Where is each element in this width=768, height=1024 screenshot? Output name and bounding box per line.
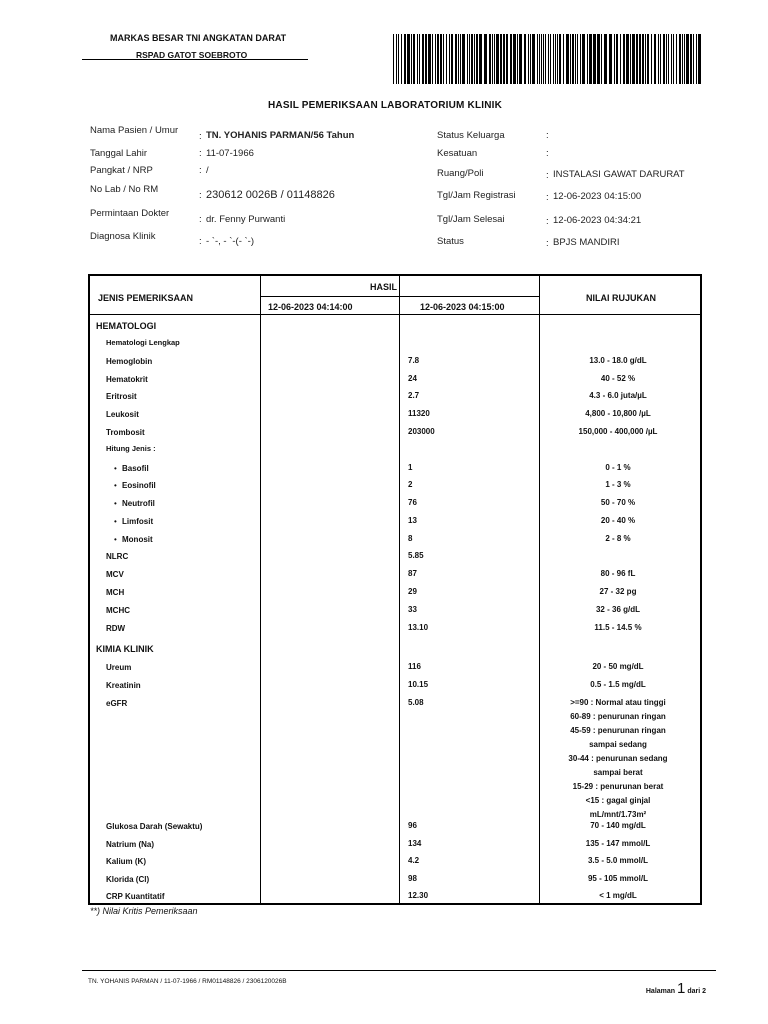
- barcode-bar: [660, 34, 661, 84]
- barcode-bar: [623, 34, 625, 84]
- test-name: Klorida (Cl): [106, 875, 150, 884]
- reference-range: 27 - 32 pg: [599, 587, 637, 596]
- barcode: [393, 34, 703, 84]
- barcode-bar: [404, 34, 406, 84]
- patient-label: Tgl/Jam Registrasi: [437, 190, 516, 201]
- colon: :: [199, 236, 202, 247]
- test-value: 24: [408, 374, 417, 383]
- barcode-bar: [492, 34, 493, 84]
- patient-label: Nama Pasien / Umur: [90, 125, 179, 136]
- barcode-bar: [437, 34, 439, 84]
- org-name: MARKAS BESAR TNI ANGKATAN DARAT: [110, 33, 287, 43]
- barcode-bar: [396, 34, 397, 84]
- test-name: Limfosit: [122, 517, 154, 526]
- barcode-bar: [503, 34, 505, 84]
- barcode-bar: [519, 34, 522, 84]
- barcode-bar: [471, 34, 473, 84]
- barcode-bar: [636, 34, 638, 84]
- test-value: 203000: [408, 427, 435, 436]
- test-name: eGFR: [106, 699, 128, 708]
- reference-range: 2 - 8 %: [605, 534, 631, 543]
- barcode-bar: [696, 34, 697, 84]
- test-name: MCH: [106, 588, 125, 597]
- reference-line: mL/mnt/1.73m²: [589, 810, 647, 819]
- barcode-bar: [435, 34, 436, 84]
- section-title: KIMIA KLINIK: [96, 644, 154, 654]
- footer-divider: [82, 970, 716, 971]
- reference-line: 15-29 : penurunan berat: [572, 782, 664, 791]
- test-name: Kalium (K): [106, 857, 146, 866]
- barcode-bar: [642, 34, 644, 84]
- patient-label: Diagnosa Klinik: [90, 231, 156, 242]
- test-value: 11320: [408, 409, 430, 418]
- col-hasil-header: HASIL: [370, 282, 397, 292]
- page-prefix: Halaman: [645, 988, 676, 995]
- barcode-bar: [528, 34, 529, 84]
- barcode-bar: [658, 34, 659, 84]
- test-value: 10.15: [408, 680, 429, 689]
- page-suffix: dari 2: [687, 988, 706, 995]
- reference-range: 40 - 52 %: [600, 374, 636, 383]
- barcode-bar: [510, 34, 512, 84]
- barcode-bar: [476, 34, 478, 84]
- reference-line: 30-44 : penurunan sedang: [568, 754, 668, 763]
- patient-label: Ruang/Poli: [437, 168, 484, 179]
- patient-value: 230612 0026B / 01148826: [206, 189, 335, 201]
- reference-line: <15 : gagal ginjal: [585, 796, 651, 805]
- barcode-bar: [469, 34, 470, 84]
- reference-range: 95 - 105 mmol/L: [587, 874, 649, 883]
- barcode-bar: [577, 34, 578, 84]
- test-name: CRP Kuantitatif: [106, 892, 165, 901]
- barcode-bar: [422, 34, 424, 84]
- barcode-bar: [671, 34, 672, 84]
- barcode-bar: [698, 34, 701, 84]
- barcode-bar: [496, 34, 499, 84]
- reference-line: sampai berat: [593, 768, 643, 777]
- reference-range: 13.0 - 18.0 g/dL: [589, 356, 647, 365]
- header-underline: [82, 59, 308, 60]
- test-value: 1: [408, 463, 413, 472]
- barcode-bar: [548, 34, 549, 84]
- barcode-bar: [440, 34, 442, 84]
- test-value: 13: [408, 516, 417, 525]
- colon: :: [199, 165, 202, 176]
- reference-range: < 1 mg/dL: [599, 891, 637, 900]
- barcode-bar: [570, 34, 571, 84]
- test-value: 134: [408, 839, 422, 848]
- colon: :: [546, 192, 549, 203]
- test-name: Hemoglobin: [106, 357, 153, 366]
- barcode-bar: [666, 34, 667, 84]
- test-value: 96: [408, 821, 417, 830]
- col-date1-header: 12-06-2023 04:14:00: [268, 302, 353, 312]
- test-name: Ureum: [106, 663, 132, 672]
- barcode-bar: [645, 34, 646, 84]
- patient-value: 12-06-2023 04:34:21: [553, 215, 642, 226]
- colon: :: [546, 148, 549, 159]
- barcode-bar: [417, 34, 418, 84]
- footer-patient-line: TN. YOHANIS PARMAN / 11-07-1966 / RM01148826 / 2306120026B: [88, 978, 287, 985]
- barcode-bar: [614, 34, 615, 84]
- test-value: 13.10: [408, 623, 429, 632]
- barcode-bar: [575, 34, 576, 84]
- barcode-bar: [651, 34, 652, 84]
- patient-label: Pangkat / NRP: [90, 165, 153, 176]
- barcode-bar: [432, 34, 433, 84]
- barcode-bar: [679, 34, 681, 84]
- test-value: 2: [408, 480, 413, 489]
- col-divider: [260, 276, 261, 903]
- patient-value: TN. YOHANIS PARMAN/56 Tahun: [206, 130, 355, 141]
- document-title: HASIL PEMERIKSAAN LABORATORIUM KLINIK: [268, 100, 503, 111]
- page-number: [646, 980, 706, 997]
- test-value: 33: [408, 605, 417, 614]
- barcode-bar: [506, 34, 508, 84]
- barcode-bar: [604, 34, 607, 84]
- patient-value: BPJS MANDIRI: [553, 237, 620, 248]
- test-value: 12.30: [408, 891, 429, 900]
- patient-value: INSTALASI GAWAT DARURAT: [553, 169, 685, 180]
- barcode-bar: [401, 34, 402, 84]
- barcode-bar: [620, 34, 621, 84]
- reference-range: 0.5 - 1.5 mg/dL: [590, 680, 646, 689]
- reference-line: 60-89 : penurunan ringan: [570, 712, 666, 721]
- reference-range: 135 - 147 mmol/L: [585, 839, 651, 848]
- bullet-icon: •: [114, 517, 117, 526]
- test-name: Hematokrit: [106, 375, 148, 384]
- patient-value: - `-, - `-(- `-): [206, 236, 254, 247]
- test-name: Eosinofil: [122, 481, 156, 490]
- reference-range: 20 - 40 %: [600, 516, 636, 525]
- hospital-name: RSPAD GATOT SOEBROTO: [136, 50, 248, 60]
- barcode-bar: [413, 34, 415, 84]
- barcode-bar: [545, 34, 546, 84]
- test-value: 76: [408, 498, 417, 507]
- reference-range: 11.5 - 14.5 %: [594, 623, 642, 632]
- patient-label: Tgl/Jam Selesai: [437, 214, 505, 225]
- barcode-bar: [494, 34, 495, 84]
- barcode-bar: [601, 34, 602, 84]
- barcode-bar: [474, 34, 475, 84]
- barcode-bar: [582, 34, 585, 84]
- barcode-bar: [563, 34, 564, 84]
- barcode-bar: [557, 34, 558, 84]
- bullet-icon: •: [114, 464, 117, 473]
- barcode-bar: [654, 34, 656, 84]
- subsection-title: Hematologi Lengkap: [106, 338, 180, 347]
- header-divider: [260, 296, 539, 297]
- colon: :: [546, 216, 549, 227]
- barcode-bar: [553, 34, 554, 84]
- test-value: 87: [408, 569, 417, 578]
- barcode-bar: [500, 34, 502, 84]
- barcode-bar: [398, 34, 399, 84]
- test-value: 2.7: [408, 391, 420, 400]
- test-value: 5.08: [408, 698, 424, 707]
- test-name: Glukosa Darah (Sewaktu): [106, 822, 203, 831]
- colon: :: [546, 170, 549, 181]
- barcode-bar: [647, 34, 649, 84]
- test-value: 5.85: [408, 551, 424, 560]
- barcode-bar: [593, 34, 596, 84]
- barcode-bar: [428, 34, 431, 84]
- reference-range: 20 - 50 mg/dL: [592, 662, 644, 671]
- col-divider: [399, 276, 400, 903]
- barcode-bar: [626, 34, 629, 84]
- test-value: 98: [408, 874, 417, 883]
- barcode-bar: [443, 34, 444, 84]
- barcode-bar: [559, 34, 561, 84]
- bullet-icon: •: [114, 481, 117, 490]
- barcode-bar: [663, 34, 665, 84]
- barcode-bar: [580, 34, 581, 84]
- section-title: HEMATOLOGI: [96, 321, 157, 331]
- test-name: Neutrofil: [122, 499, 155, 508]
- reference-line: sampai sedang: [589, 740, 647, 749]
- barcode-bar: [555, 34, 556, 84]
- test-value: 116: [408, 662, 421, 671]
- barcode-bar: [682, 34, 683, 84]
- patient-label: Status: [437, 236, 464, 247]
- barcode-bar: [479, 34, 482, 84]
- patient-value: 12-06-2023 04:15:00: [553, 191, 642, 202]
- test-value: 8: [408, 534, 413, 543]
- barcode-bar: [411, 34, 412, 84]
- patient-value: dr. Fenny Purwanti: [206, 214, 286, 225]
- barcode-bar: [517, 34, 518, 84]
- header-divider: [90, 314, 700, 315]
- barcode-bar: [609, 34, 612, 84]
- barcode-bar: [572, 34, 574, 84]
- barcode-bar: [589, 34, 592, 84]
- patient-label: Status Keluarga: [437, 130, 505, 141]
- colon: :: [546, 238, 549, 249]
- colon: :: [199, 131, 202, 142]
- patient-value: 11-07-1966: [206, 148, 254, 159]
- barcode-bar: [597, 34, 600, 84]
- reference-line: 45-59 : penurunan ringan: [570, 726, 666, 735]
- barcode-bar: [419, 34, 420, 84]
- patient-value: /: [206, 165, 209, 176]
- barcode-bar: [467, 34, 468, 84]
- barcode-bar: [632, 34, 635, 84]
- reference-range: 3.5 - 5.0 mmol/L: [587, 856, 649, 865]
- barcode-bar: [532, 34, 535, 84]
- barcode-bar: [446, 34, 447, 84]
- col-test-header: JENIS PEMERIKSAAN: [98, 293, 194, 303]
- results-table: [88, 274, 702, 905]
- patient-label: Permintaan Dokter: [90, 208, 170, 219]
- colon: :: [199, 214, 202, 225]
- reference-line: >=90 : Normal atau tinggi: [570, 698, 666, 707]
- barcode-bar: [630, 34, 631, 84]
- barcode-bar: [449, 34, 450, 84]
- barcode-bar: [462, 34, 465, 84]
- barcode-bar: [543, 34, 544, 84]
- test-name: Eritrosit: [106, 392, 137, 401]
- test-value: 4.2: [408, 856, 420, 865]
- barcode-bar: [676, 34, 677, 84]
- reference-range: 50 - 70 %: [600, 498, 636, 507]
- barcode-bar: [539, 34, 540, 84]
- patient-label: Tanggal Lahir: [90, 148, 148, 159]
- colon: :: [546, 130, 549, 141]
- barcode-bar: [489, 34, 491, 84]
- barcode-bar: [484, 34, 487, 84]
- bullet-icon: •: [114, 499, 117, 508]
- reference-range: 1 - 3 %: [605, 480, 631, 489]
- barcode-bar: [587, 34, 588, 84]
- test-name: RDW: [106, 624, 126, 633]
- test-name: Natrium (Na): [106, 840, 155, 849]
- test-name: MCHC: [106, 606, 130, 615]
- barcode-bar: [530, 34, 531, 84]
- test-value: 29: [408, 587, 417, 596]
- col-ref-header: NILAI RUJUKAN: [586, 293, 657, 303]
- barcode-bar: [639, 34, 641, 84]
- barcode-bar: [566, 34, 569, 84]
- barcode-bar: [537, 34, 538, 84]
- barcode-bar: [690, 34, 692, 84]
- subsection-title: Hitung Jenis :: [106, 444, 156, 453]
- reference-range: 80 - 96 fL: [600, 569, 636, 578]
- test-name: MCV: [106, 570, 124, 579]
- test-name: Leukosit: [106, 410, 139, 419]
- reference-range: 4.3 - 6.0 juta/µL: [589, 391, 647, 400]
- barcode-bar: [458, 34, 459, 84]
- page-current: 1: [677, 980, 686, 997]
- test-value: 7.8: [408, 356, 420, 365]
- reference-range: 70 - 140 mg/dL: [590, 821, 646, 830]
- bullet-icon: •: [114, 535, 117, 544]
- barcode-bar: [684, 34, 685, 84]
- reference-range: 150,000 - 400,000 /µL: [578, 427, 658, 436]
- barcode-bar: [668, 34, 669, 84]
- reference-range: 4,800 - 10,800 /µL: [585, 409, 651, 418]
- barcode-bar: [550, 34, 551, 84]
- barcode-bar: [693, 34, 694, 84]
- barcode-bar: [393, 34, 394, 84]
- barcode-bar: [686, 34, 689, 84]
- colon: :: [199, 190, 202, 201]
- patient-label: No Lab / No RM: [90, 184, 159, 195]
- footnote: **) Nilai Kritis Pemeriksaan: [90, 906, 198, 916]
- barcode-bar: [460, 34, 461, 84]
- test-name: Trombosit: [106, 428, 145, 437]
- reference-range: 32 - 36 g/dL: [595, 605, 640, 614]
- test-name: Monosit: [122, 535, 153, 544]
- col-date2-header: 12-06-2023 04:15:00: [420, 302, 505, 312]
- barcode-bar: [451, 34, 453, 84]
- barcode-bar: [407, 34, 410, 84]
- barcode-bar: [513, 34, 516, 84]
- barcode-bar: [524, 34, 526, 84]
- reference-range: 0 - 1 %: [605, 463, 631, 472]
- barcode-bar: [541, 34, 542, 84]
- test-name: Basofil: [122, 464, 149, 473]
- patient-label: Kesatuan: [437, 148, 478, 159]
- test-name: Kreatinin: [106, 681, 141, 690]
- colon: :: [199, 148, 202, 159]
- barcode-bar: [673, 34, 674, 84]
- barcode-bar: [425, 34, 427, 84]
- barcode-bar: [455, 34, 457, 84]
- barcode-bar: [616, 34, 618, 84]
- test-name: NLRC: [106, 552, 129, 561]
